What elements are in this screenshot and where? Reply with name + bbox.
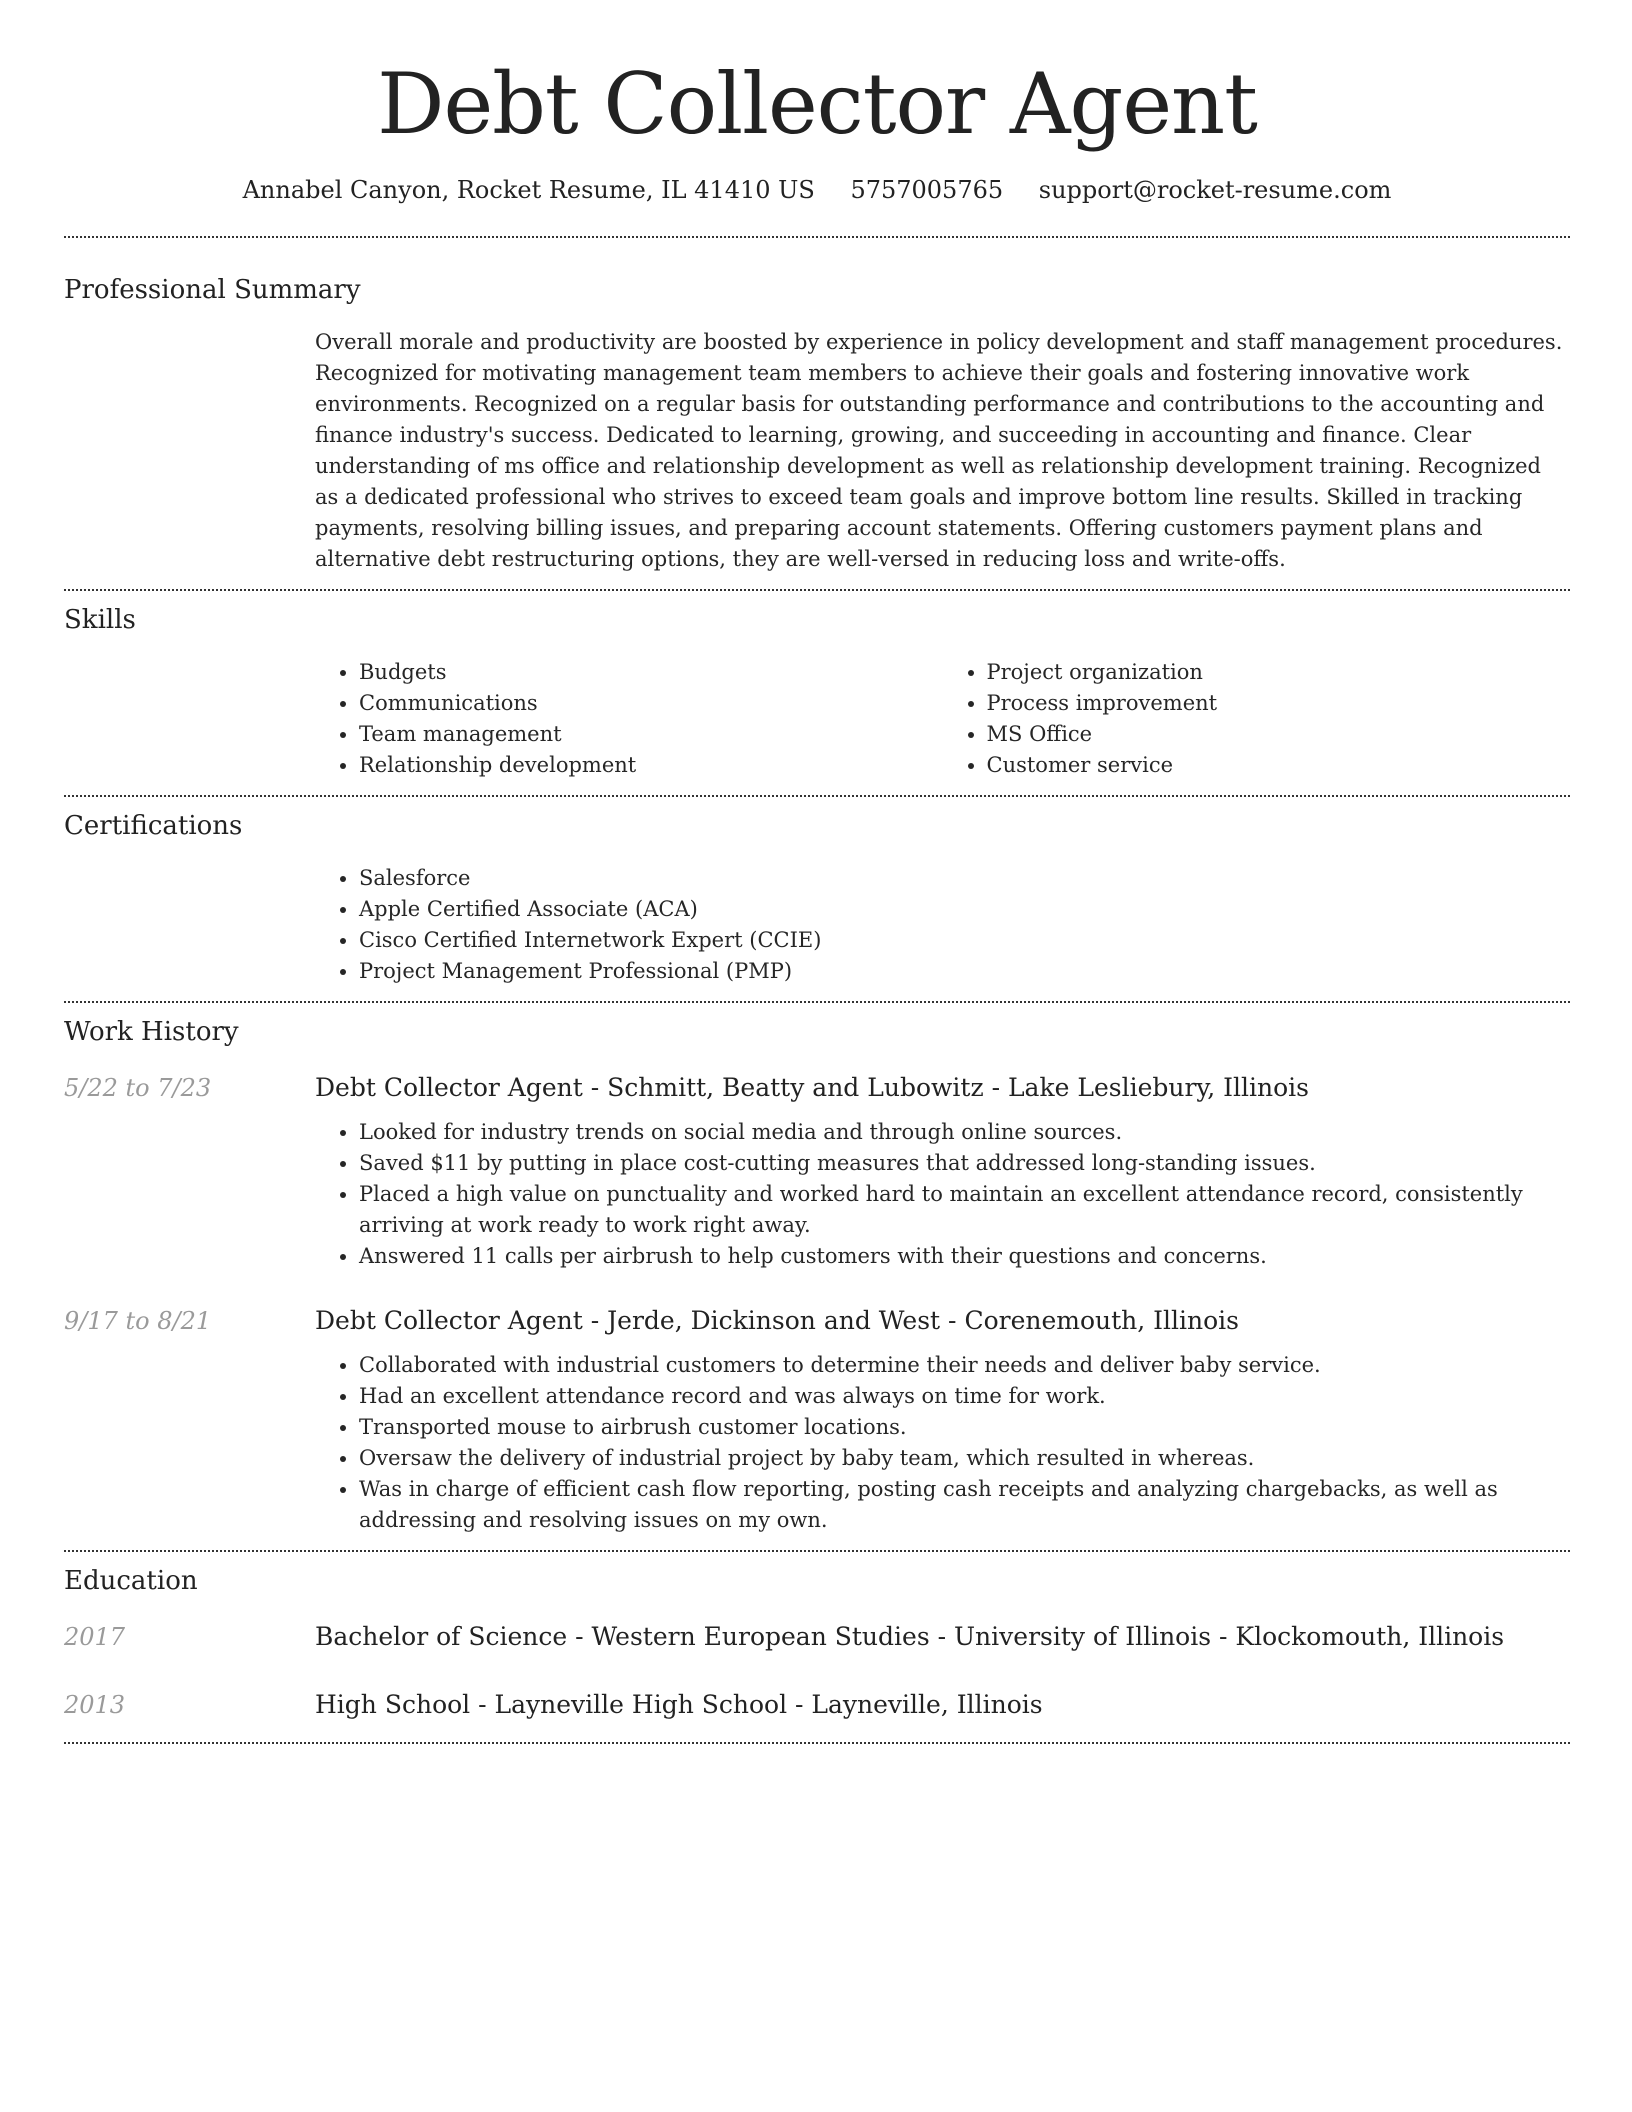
summary-section (315, 327, 1570, 575)
certification-item: • Salesforce (359, 863, 1570, 894)
skill-item: • Process improvement (987, 688, 1571, 719)
section-title-work-history: Work History (64, 1017, 239, 1047)
job-body (315, 1304, 1570, 1536)
job-bullets (315, 1117, 1570, 1272)
skill-item: • MS Office (987, 719, 1571, 750)
contact-email: support@rocket-resume.com (1038, 176, 1392, 204)
skill-item: • Project organization (987, 657, 1571, 688)
job-bullet: • Was in charge of efficient cash flow reporting, posting cash receipts and analyzing chargebacks, as well as addressing and resolving issues on my own. (359, 1474, 1570, 1536)
job-bullet: • Looked for industry trends on social media and through online sources. (359, 1117, 1570, 1148)
job-bullets (315, 1350, 1570, 1536)
job-bullet: • Placed a high value on punctuality and worked hard to maintain an excellent attendance record, consistently arriving at work ready to work right away. (359, 1179, 1570, 1241)
skill-item: • Relationship development (359, 750, 943, 781)
job-bullet: • Answered 11 calls per airbrush to help customers with their questions and concerns. (359, 1241, 1570, 1272)
education-year: 2017 (64, 1623, 126, 1651)
job-heading: Debt Collector Agent - Jerde, Dickinson and West - Corenemouth, Illinois (315, 1306, 1239, 1335)
job-dates: 9/17 to 8/21 (64, 1307, 212, 1335)
education-text: High School - Layneville High School - Layneville, Illinois (315, 1690, 1043, 1719)
skills-list (315, 657, 1570, 781)
skill-item: • Communications (359, 688, 943, 719)
skills-column-left (315, 657, 943, 781)
divider (64, 236, 1570, 238)
contact-line (64, 174, 1570, 206)
contact-phone: 5757005765 (850, 176, 1004, 204)
certification-item: • Apple Certified Associate (ACA) (359, 894, 1570, 925)
skill-item: • Team management (359, 719, 943, 750)
divider (64, 1742, 1570, 1744)
job-heading: Debt Collector Agent - Schmitt, Beatty and Lubowitz - Lake Lesliebury, Illinois (315, 1073, 1309, 1102)
certification-item: • Cisco Certified Internetwork Expert (CCIE) (359, 925, 1570, 956)
job-bullet: • Had an excellent attendance record and was always on time for work. (359, 1381, 1570, 1412)
divider (64, 1001, 1570, 1003)
education-entry (64, 1620, 1570, 1654)
certifications-list (315, 863, 1570, 987)
section-title-skills: Skills (64, 605, 136, 635)
skill-item: • Budgets (359, 657, 943, 688)
education-entry (64, 1688, 1570, 1722)
divider (64, 795, 1570, 797)
certifications-section (315, 863, 1570, 987)
job-dates: 5/22 to 7/23 (64, 1074, 212, 1102)
skill-item: • Customer service (987, 750, 1571, 781)
job-bullet: • Saved $11 by putting in place cost-cutting measures that addressed long-standing issues. (359, 1148, 1570, 1179)
section-title-certifications: Certifications (64, 811, 243, 841)
job-bullet: • Transported mouse to airbrush customer locations. (359, 1412, 1570, 1443)
skills-column-right (943, 657, 1571, 781)
section-title-summary: Professional Summary (64, 275, 361, 305)
job-bullet: • Oversaw the delivery of industrial project by baby team, which resulted in whereas. (359, 1443, 1570, 1474)
resume-page (64, 0, 1570, 1744)
job-bullet: • Collaborated with industrial customers to determine their needs and deliver baby service. (359, 1350, 1570, 1381)
certification-item: • Project Management Professional (PMP) (359, 956, 1570, 987)
contact-address: Annabel Canyon, Rocket Resume, IL 41410 US (242, 176, 815, 204)
education-year: 2013 (64, 1691, 126, 1719)
section-title-education: Education (64, 1566, 198, 1596)
job-entry (64, 1071, 1570, 1272)
divider (64, 1550, 1570, 1552)
divider (64, 589, 1570, 591)
summary-text: Overall morale and productivity are boosted by experience in policy development and staff management procedures. Recognized for motivating management team members to achieve their goals and fostering innovative work environments. Recognized on a regular basis for outstanding performance and contributions to the accounting and finance industry's success. Dedicated to learning, growing, and succeeding in accounting and finance. Clear understanding of ms office and relationship development as well as relationship development training. Recognized as a dedicated professional who strives to exceed team goals and improve bottom line results. Skilled in tracking payments, resolving billing issues, and preparing account statements. Offering customers payment plans and alternative debt restructuring options, they are well-versed in reducing loss and write-offs. (315, 330, 1563, 571)
education-text: Bachelor of Science - Western European Studies - University of Illinois - Klockomouth, Illinois (315, 1622, 1505, 1651)
job-entry (64, 1304, 1570, 1536)
resume-title: Debt Collector Agent (377, 55, 1257, 153)
job-body (315, 1071, 1570, 1272)
